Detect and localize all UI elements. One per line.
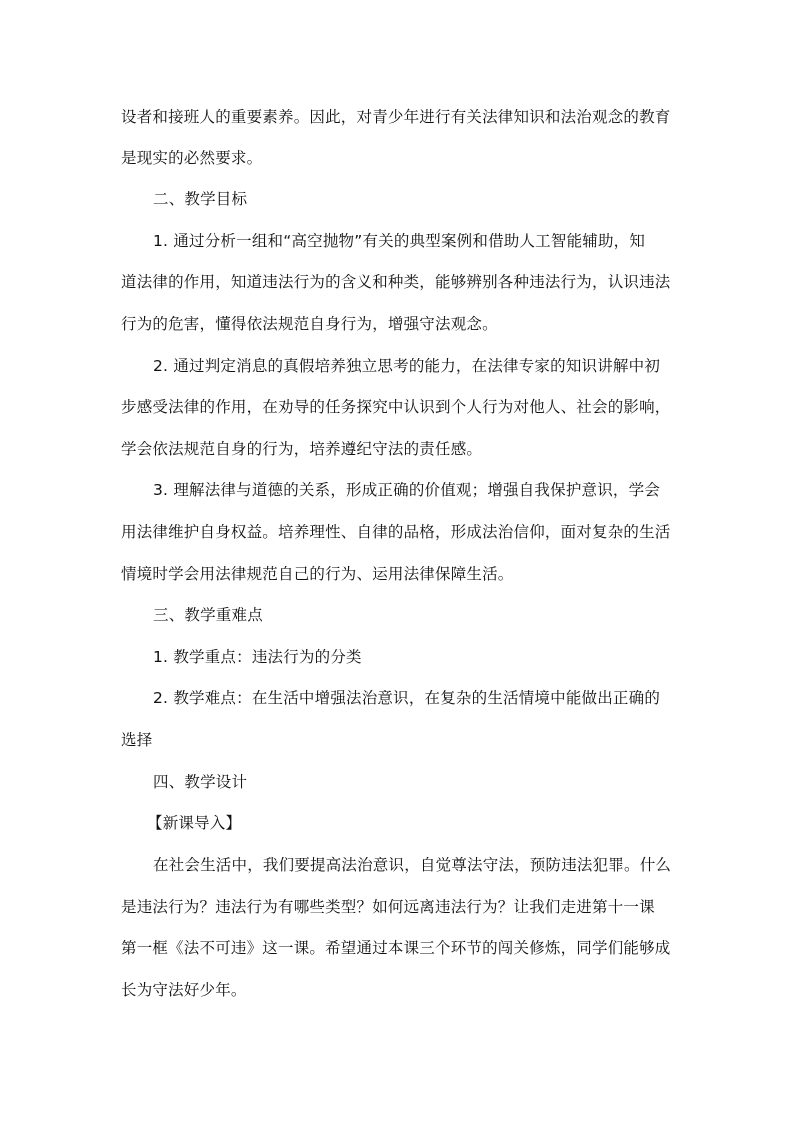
body-text-line: 3. 理解法律与道德的关系，形成正确的价值观；增强自我保护意识，学会 — [153, 481, 661, 499]
section-heading: 四、教学设计 — [153, 773, 248, 791]
body-text-line: 用法律维护自身权益。培养理性、自律的品格，形成法治信仰，面对复杂的生活 — [121, 523, 671, 541]
body-text-line: 步感受法律的作用，在劝导的任务探究中认识到个人行为对他人、社会的影响， — [121, 398, 671, 416]
body-text-line: 2. 教学难点：在生活中增强法治意识，在复杂的生活情境中能做出正确的 — [153, 689, 661, 707]
subsection-heading: 【新课导入】 — [147, 814, 242, 832]
body-text-line: 道法律的作用，知道违法行为的含义和种类，能够辨别各种违法行为，认识违法 — [121, 273, 671, 291]
body-text-line: 情境时学会用法律规范自己的行为、运用法律保障生活。 — [121, 565, 514, 583]
body-text-line: 选择 — [121, 731, 153, 749]
body-text-line: 学会依法规范自身的行为，培养遵纪守法的责任感。 — [121, 440, 483, 458]
section-heading: 三、教学重难点 — [153, 606, 263, 624]
body-text-line: 第一框《法不可违》这一课。希望通过本课三个环节的闯关修炼，同学们能够成 — [121, 939, 671, 957]
section-heading: 二、教学目标 — [153, 190, 248, 208]
body-text-line: 1. 教学重点：违法行为的分类 — [153, 648, 362, 666]
body-text-line: 行为的危害，懂得依法规范自身行为，增强守法观念。 — [121, 315, 498, 333]
body-text-line: 长为守法好少年。 — [121, 981, 247, 999]
body-text-line: 1. 通过分析一组和“高空抛物”有关的典型案例和借助人工智能辅助，知 — [153, 232, 646, 250]
body-text-line: 是违法行为？违法行为有哪些类型？如何远离违法行为？让我们走进第十一课 — [121, 898, 655, 916]
body-text-line: 设者和接班人的重要素养。因此，对青少年进行有关法律知识和法治观念的教育 — [121, 108, 671, 126]
body-text-line: 是现实的必然要求。 — [121, 149, 263, 167]
body-text-line: 在社会生活中，我们要提高法治意识，自觉尊法守法，预防违法犯罪。什么 — [153, 856, 672, 874]
body-text-line: 2. 通过判定消息的真假培养独立思考的能力，在法律专家的知识讲解中初 — [153, 357, 661, 375]
